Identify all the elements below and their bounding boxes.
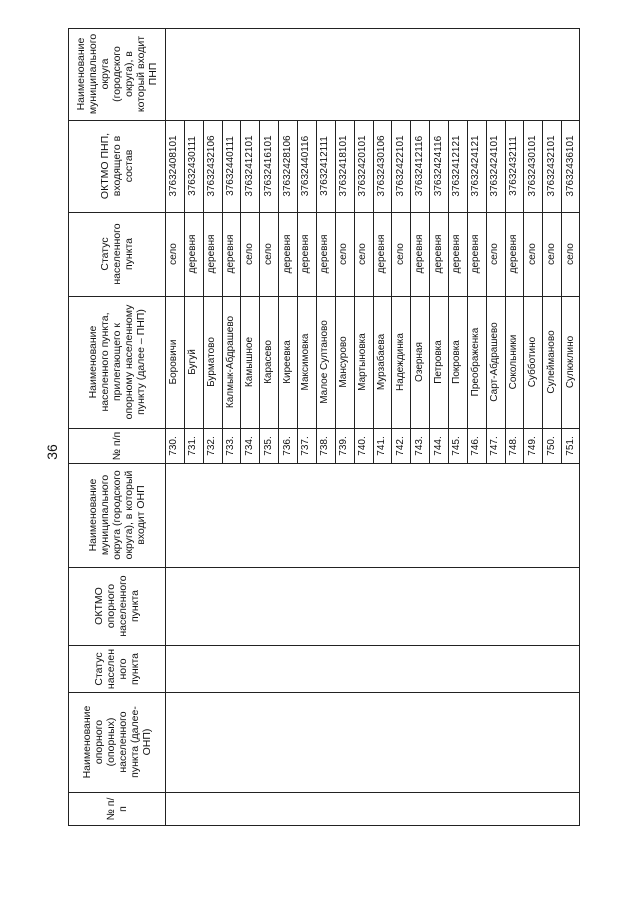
row-cell-status-text: село [262, 243, 274, 265]
header-num-text: № п/п [104, 797, 129, 821]
row-cell-status-text: деревня [470, 234, 482, 274]
header-pnp-num-text: № п/п [110, 431, 123, 460]
row-cell-status-text: село [545, 243, 557, 265]
row-cell-status-text: село [338, 243, 350, 265]
row-cell-name-text: Калмык-Абдрашево [225, 315, 236, 409]
row-cell-oktmo-text: 37632412111 [319, 136, 331, 196]
header-pnp-num [68, 428, 165, 463]
row-cell-name [259, 296, 278, 428]
row-cell-oktmo [184, 120, 203, 212]
row-cell-status [335, 212, 354, 296]
row-cell-name [410, 296, 429, 428]
header-pnp-name-text: Наименование населенного пункта, прилегающего к опорному населенному пункту (далее – ПНП) [86, 304, 147, 420]
row-cell-oktmo [240, 120, 259, 212]
row-cell-status [505, 212, 524, 296]
row-cell-n-text: 749. [526, 435, 538, 456]
row-cell-oktmo-text: 37632432111 [507, 136, 519, 196]
row-cell-oktmo-text: 37632424101 [489, 135, 501, 197]
row-cell-status-text: село [489, 243, 501, 265]
row-cell-oktmo-text: 37632420101 [357, 135, 369, 197]
row-cell-status-text: село [243, 243, 255, 265]
row-cell-name [542, 296, 561, 428]
row-cell-name-text: Сарт-Абдрашево [489, 322, 501, 402]
row-cell-status-text: деревня [413, 234, 425, 274]
row-cell-status [222, 212, 241, 296]
row-cell-name-text: Субботино [526, 336, 538, 388]
row-cell-name [486, 296, 505, 428]
row-cell-n [429, 428, 448, 463]
row-cell-name [429, 296, 448, 428]
row-cell-name [354, 296, 373, 428]
row-cell-oktmo-text: 37632408101 [168, 135, 180, 197]
row-cell-oktmo [165, 120, 184, 212]
row-cell-oktmo [354, 120, 373, 212]
row-cell-status [203, 212, 222, 296]
row-cell-oktmo [222, 120, 241, 212]
row-cell-status [448, 212, 467, 296]
row-cell-n [184, 428, 203, 463]
row-cell-oktmo [467, 120, 486, 212]
header-onp-status [68, 645, 165, 692]
row-cell-name [467, 296, 486, 428]
row-cell-name [448, 296, 467, 428]
row-cell-n-text: 750. [545, 435, 557, 456]
row-cell-name-text: Мурзабаева [375, 333, 387, 391]
row-cell-status [542, 212, 561, 296]
row-cell-n [240, 428, 259, 463]
row-cell-name [373, 296, 392, 428]
row-cell-n-text: 751. [564, 435, 576, 456]
row-cell-oktmo [259, 120, 278, 212]
row-cell-name [335, 296, 354, 428]
row-cell-n-text: 732. [206, 435, 218, 456]
row-cell-name-text: Покровка [451, 340, 463, 384]
row-cell-oktmo-text: 37632440111 [225, 136, 236, 196]
row-cell-name [165, 296, 184, 428]
row-cell-oktmo-text: 37632432101 [545, 135, 557, 197]
row-cell-oktmo [505, 120, 524, 212]
row-cell-status-text: село [394, 243, 406, 265]
row-cell-name [184, 296, 203, 428]
page-number: 36 [44, 444, 60, 460]
row-cell-status [467, 212, 486, 296]
row-cell-n-text: 730. [168, 435, 180, 456]
row-cell-oktmo [448, 120, 467, 212]
row-cell-n-text: 741. [375, 435, 387, 456]
row-cell-status-text: деревня [187, 234, 199, 274]
row-cell-status [561, 212, 580, 296]
row-cell-status [240, 212, 259, 296]
row-cell-name-text: Сокольники [507, 334, 519, 390]
row-cell-n-text: 737. [300, 435, 312, 456]
row-cell-oktmo [486, 120, 505, 212]
row-cell-n-text: 742. [394, 435, 406, 456]
row-cell-oktmo [523, 120, 542, 212]
row-cell-n-text: 736. [281, 435, 293, 456]
row-cell-oktmo [316, 120, 335, 212]
row-cell-n [278, 428, 297, 463]
header-pnp-oktmo [68, 120, 165, 212]
row-cell-oktmo [278, 120, 297, 212]
row-cell-n [373, 428, 392, 463]
row-cell-oktmo [203, 120, 222, 212]
row-cell-oktmo-text: 37632412101 [243, 135, 255, 197]
row-cell-oktmo-text: 37632424116 [432, 135, 444, 197]
row-cell-name [316, 296, 335, 428]
header-onp-oktmo-text: ОКТМО опорного населенного пункта [92, 575, 141, 637]
row-cell-name [278, 296, 297, 428]
row-cell-n-text: 746. [470, 435, 482, 456]
row-cell-status-text: деревня [451, 234, 463, 274]
row-cell-n [354, 428, 373, 463]
row-cell-status [523, 212, 542, 296]
row-cell-status-text: деревня [206, 234, 218, 274]
row-cell-name-text: Бурматово [206, 337, 218, 387]
row-cell-oktmo-text: 37632422101 [394, 135, 406, 197]
row-cell-n-text: 734. [243, 435, 255, 456]
header-pnp-name [68, 296, 165, 428]
header-pnp-status [68, 212, 165, 296]
row-cell-name-text: Бугуй [187, 349, 199, 375]
row-cell-name-text: Петровка [432, 340, 444, 384]
header-onp-status-text: Статус населен ного пункта [92, 648, 141, 689]
row-cell-oktmo-text: 37632412116 [413, 135, 425, 197]
row-cell-n-text: 748. [507, 435, 519, 456]
row-cell-n-text: 739. [338, 435, 350, 456]
row-cell-n [561, 428, 580, 463]
row-cell-n [542, 428, 561, 463]
row-cell-status-text: село [168, 243, 180, 265]
row-cell-n-text: 740. [357, 435, 369, 456]
header-onp-name-text: Наименование опорного (опорных) населенного пункта (далее-ОНП) [80, 705, 153, 779]
row-cell-n-text: 731. [187, 435, 199, 456]
row-cell-n [203, 428, 222, 463]
header-pnp-status-text: Статус населенного пункта [98, 223, 135, 285]
row-cell-oktmo [335, 120, 354, 212]
row-cell-name-text: Карасево [262, 340, 274, 384]
row-cell-status-text: деревня [300, 234, 312, 274]
row-cell-oktmo-text: 37632432106 [206, 135, 218, 197]
row-cell-status [354, 212, 373, 296]
row-cell-status [391, 212, 410, 296]
row-cell-status [410, 212, 429, 296]
row-cell-n-text: 744. [432, 435, 444, 456]
row-cell-name [523, 296, 542, 428]
row-cell-oktmo-text: 37632440116 [300, 135, 312, 197]
row-cell-oktmo-text: 37632416101 [262, 135, 274, 197]
row-cell-n-text: 747. [489, 435, 501, 456]
row-cell-name [391, 296, 410, 428]
row-cell-oktmo-text: 37632430111 [187, 136, 199, 196]
row-cell-n [316, 428, 335, 463]
row-cell-status [278, 212, 297, 296]
row-cell-oktmo [373, 120, 392, 212]
row-cell-status-text: деревня [281, 234, 293, 274]
row-cell-name [222, 296, 241, 428]
row-cell-n [297, 428, 316, 463]
header-num [68, 792, 165, 826]
row-cell-n [391, 428, 410, 463]
row-cell-n [523, 428, 542, 463]
row-cell-status-text: деревня [432, 234, 444, 274]
row-cell-oktmo-text: 37632430101 [526, 135, 538, 197]
row-cell-n-text: 743. [413, 435, 425, 456]
header-pnp-municipality-text: Наименование муниципального округа (городского округа), в который входит ПНП [74, 33, 159, 115]
header-pnp-municipality [68, 28, 165, 120]
row-cell-oktmo-text: 37632424121 [470, 135, 482, 197]
row-cell-oktmo-text: 37632428106 [281, 135, 293, 197]
row-cell-n [165, 428, 184, 463]
row-cell-status [486, 212, 505, 296]
row-cell-n [467, 428, 486, 463]
row-cell-name-text: Камышное [243, 336, 255, 388]
row-cell-oktmo [410, 120, 429, 212]
row-cell-oktmo-text: 37632412121 [451, 135, 463, 197]
row-cell-name [240, 296, 259, 428]
row-cell-n-text: 735. [262, 435, 274, 456]
row-cell-name-text: Мартыновка [357, 333, 369, 391]
row-cell-n [448, 428, 467, 463]
row-cell-oktmo [561, 120, 580, 212]
row-cell-status [165, 212, 184, 296]
row-cell-name [203, 296, 222, 428]
row-cell-name-text: Максимовка [300, 333, 312, 391]
row-cell-name-text: Мансурово [338, 336, 350, 388]
header-onp-name [68, 692, 165, 792]
row-cell-oktmo [297, 120, 316, 212]
header-onp-oktmo [68, 567, 165, 645]
row-cell-status [297, 212, 316, 296]
row-cell-oktmo-text: 37632430106 [375, 135, 387, 197]
row-cell-name-text: Надеждинка [394, 333, 406, 391]
row-cell-n [505, 428, 524, 463]
row-cell-status [429, 212, 448, 296]
row-cell-name [505, 296, 524, 428]
row-cell-name-text: Сулейманово [545, 330, 557, 394]
header-pnp-oktmo-text: ОКТМО ПНП, входящего в состав [98, 132, 135, 200]
row-cell-n-text: 745. [451, 435, 463, 456]
header-onp-municipality-text: Наименование муниципального округа (городского округа), в который входит ОНП [86, 470, 147, 560]
row-cell-status [184, 212, 203, 296]
row-cell-oktmo [391, 120, 410, 212]
row-cell-status-text: деревня [225, 234, 236, 274]
row-cell-n-text: 733. [225, 435, 236, 456]
row-cell-oktmo-text: 37632418101 [338, 135, 350, 197]
header-onp-municipality [68, 463, 165, 567]
row-cell-n-text: 738. [319, 435, 331, 456]
row-cell-n [335, 428, 354, 463]
row-cell-name-text: Боровичи [168, 339, 180, 385]
row-cell-name-text: Малое Султаново [319, 320, 331, 404]
row-cell-oktmo [542, 120, 561, 212]
row-cell-status-text: деревня [319, 234, 331, 274]
row-cell-n [486, 428, 505, 463]
row-cell-name-text: Сулюклино [564, 335, 576, 389]
row-cell-status-text: село [357, 243, 369, 265]
row-cell-status-text: село [526, 243, 538, 265]
row-cell-n [259, 428, 278, 463]
row-cell-status-text: деревня [375, 234, 387, 274]
row-cell-status [259, 212, 278, 296]
row-cell-n [222, 428, 241, 463]
row-cell-oktmo [429, 120, 448, 212]
row-cell-name [297, 296, 316, 428]
row-cell-name-text: Преображенка [470, 327, 482, 397]
row-cell-status [373, 212, 392, 296]
row-cell-name [561, 296, 580, 428]
row-cell-oktmo-text: 37632436101 [564, 135, 576, 197]
row-cell-status [316, 212, 335, 296]
row-cell-n [410, 428, 429, 463]
row-cell-status-text: деревня [507, 234, 519, 274]
row-cell-name-text: Озерная [413, 342, 425, 382]
row-cell-status-text: село [564, 243, 576, 265]
row-cell-name-text: Киреевка [281, 340, 293, 384]
